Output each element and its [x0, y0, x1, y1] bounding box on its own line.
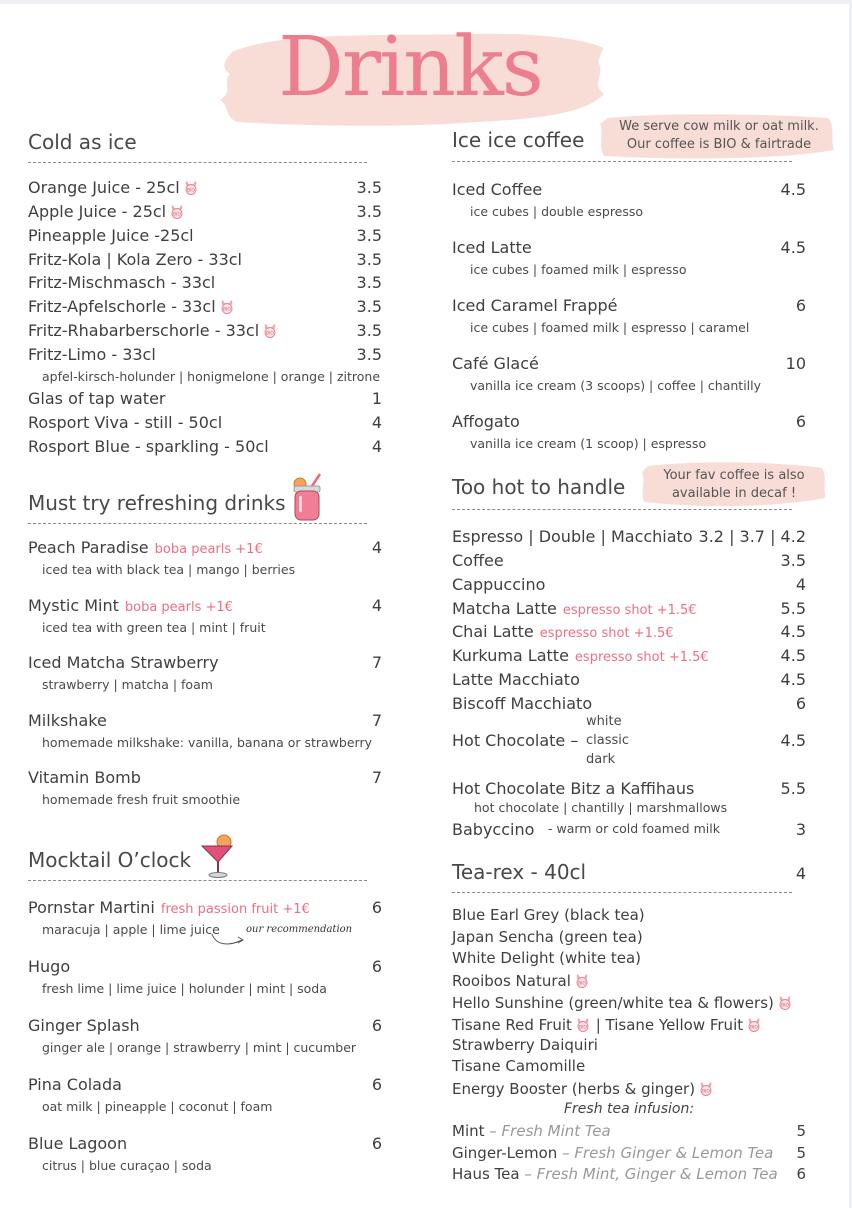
cold-drink-name: Fritz-Mischmasch - 33cl — [28, 273, 216, 292]
section-heading-tea: Tea-rex - 40cl — [452, 860, 587, 884]
svg-text:BIO: BIO — [186, 188, 195, 194]
cold-drink-name: Pineapple Juice -25cl — [28, 226, 194, 245]
menu-item-price: 4 — [371, 538, 382, 557]
tea-item — [452, 993, 793, 1012]
cold-drink-item: Glas of tap water — [28, 389, 166, 408]
cold-drink-name: Fritz-Limo - 33cl — [28, 345, 156, 364]
tea-name: Blue Earl Grey (black tea) — [452, 906, 645, 924]
tea-name: Hello Sunshine (green/white tea & flowers) — [452, 994, 774, 1012]
menu-item-desc: vanilla ice cream (3 scoops) | coffee | chantilly — [470, 378, 762, 393]
menu-item-price: 4.5 — [780, 180, 806, 199]
note-line: Your fav coffee is also — [663, 468, 805, 483]
divider — [28, 162, 367, 163]
menu-item-name: Pina Colada — [28, 1075, 122, 1094]
menu-item-desc: homemade milkshake: vanilla, banana or strawberry — [42, 734, 373, 750]
svg-text:BIO: BIO — [577, 981, 586, 987]
menu-item-desc: homemade fresh fruit smoothie — [42, 792, 241, 807]
menu-item-name: Blue Lagoon — [28, 1134, 128, 1153]
menu-item — [28, 768, 141, 787]
bio-badge-icon — [183, 178, 199, 195]
svg-text:BIO: BIO — [173, 212, 182, 218]
menu-item-name: Mystic Mint — [28, 595, 119, 615]
fresh-tea-heading: Fresh tea infusion: — [564, 1101, 695, 1117]
decaf-note — [644, 467, 824, 503]
fresh-tea-price: 5 — [796, 1144, 806, 1162]
tea-item — [452, 1057, 585, 1075]
hot-chocolate-name: Hot Chocolate – — [452, 731, 579, 750]
cold-drink-price: 3.5 — [356, 273, 382, 292]
cold-drink-item — [28, 321, 278, 340]
hot-drink-name: Kurkuma Latte — [452, 646, 569, 665]
divider — [28, 523, 367, 524]
menu-item-price: 10 — [785, 354, 806, 373]
hot-chocolate-option: classic — [586, 733, 630, 748]
curved-arrow-icon — [208, 928, 248, 948]
menu-item-price: 6 — [371, 1075, 382, 1094]
section-heading-refresh: Must try refreshing drinks — [28, 491, 286, 515]
cold-drink-price: 3.5 — [356, 226, 382, 245]
hot-drink-name: Latte Macchiato — [452, 670, 580, 689]
top-border — [0, 0, 852, 4]
menu-item-desc: iced tea with green tea | mint | fruit — [42, 619, 266, 635]
menu-item-name: Iced Coffee — [452, 180, 543, 199]
cold-drink-name: Apple Juice - 25cl — [28, 202, 167, 221]
menu-item-desc: ice cubes | double espresso — [470, 204, 644, 219]
cold-drink-item: Rosport Blue - sparkling - 50cl — [28, 437, 269, 456]
hot-drink-extra: espresso shot +1.5€ — [539, 626, 674, 641]
hot-drink-name: Cappuccino — [452, 575, 546, 594]
menu-item-desc: oat milk | pineapple | coconut | foam — [42, 1099, 273, 1114]
bio-badge-slot — [743, 1016, 762, 1034]
cold-drink-item — [28, 226, 194, 245]
tisane-separator: | — [595, 1016, 601, 1034]
cold-drink-item — [28, 178, 199, 197]
note-line: available in decaf ! — [671, 486, 797, 501]
hot-drink-price: 4.5 — [780, 670, 806, 689]
menu-item — [452, 238, 532, 257]
menu-item-name: Café Glacé — [452, 354, 539, 373]
hot-drink-price: 4.5 — [780, 622, 806, 641]
hot-drink-price: 5.5 — [780, 599, 806, 618]
section-heading-iced-coffee: Ice ice coffee — [452, 128, 585, 152]
tea-item — [452, 1036, 598, 1054]
bio-badge-icon — [777, 993, 793, 1010]
hot-drink-name: Coffee — [452, 551, 504, 570]
section-heading-hot: Too hot to handle — [452, 475, 626, 499]
menu-item-name: Pornstar Martini — [28, 898, 155, 917]
menu-item-name: Hugo — [28, 957, 71, 976]
menu-item-desc: ginger ale | orange | strawberry | mint | cucumber — [42, 1040, 357, 1055]
hot-drink-name: Espresso | Double | Macchiato — [452, 527, 693, 546]
note-line: We serve cow milk or oat milk. — [619, 119, 819, 134]
fresh-tea-desc: – Fresh Mint, Ginger & Lemon Tea — [524, 1165, 778, 1183]
tea-name: Rooibos Natural — [452, 972, 571, 990]
svg-text:BIO: BIO — [750, 1025, 759, 1031]
babyccino-desc: - warm or cold foamed milk — [548, 821, 720, 836]
title-block — [210, 12, 610, 130]
pink-smoothie-jar-icon — [290, 472, 326, 522]
fresh-tea-desc: – Fresh Ginger & Lemon Tea — [562, 1144, 774, 1162]
cold-drink-price: 3.5 — [356, 178, 382, 197]
hot-drink-price: 4.5 — [780, 646, 806, 665]
bio-badge-icon — [169, 202, 185, 219]
tea-item — [452, 928, 643, 946]
fresh-tea-name: Ginger-Lemon — [452, 1144, 558, 1162]
babyccino-price: 3 — [795, 820, 806, 839]
hot-chocolate-option: dark — [586, 752, 616, 767]
menu-item-name: Iced Caramel Frappé — [452, 296, 618, 315]
hot-drink-item — [452, 694, 592, 713]
menu-item-price: 6 — [795, 296, 806, 315]
menu-item-desc: strawberry | matcha | foam — [42, 677, 213, 692]
hot-drink-name: Matcha Latte — [452, 599, 557, 618]
cold-drink-price: 3.5 — [356, 250, 382, 269]
menu-item-desc: maracuja | apple | lime juice — [42, 922, 220, 937]
hot-drink-price: 6 — [795, 694, 806, 713]
menu-item — [452, 296, 618, 315]
menu-item — [28, 1134, 127, 1153]
cold-drink-price: 1 — [371, 389, 382, 408]
hot-drink-item — [452, 575, 545, 594]
note-line: Our coffee is BIO & fairtrade — [626, 137, 812, 152]
menu-item — [28, 596, 233, 615]
hot-drink-extra: espresso shot +1.5€ — [574, 650, 709, 665]
svg-text:BIO: BIO — [578, 1025, 587, 1031]
bitz-desc: hot chocolate | chantilly | marshmallows — [474, 800, 728, 815]
svg-text:BIO: BIO — [266, 331, 275, 337]
menu-item-desc: vanilla ice cream (1 scoop) | espresso — [470, 436, 707, 451]
tea-price: 4 — [795, 864, 806, 883]
menu-item-price: 6 — [371, 1016, 382, 1035]
hot-drink-price: 4 — [795, 575, 806, 594]
menu-item-price: 4.5 — [780, 238, 806, 257]
tisane-row — [452, 1015, 762, 1034]
tea-name: Japan Sencha (green tea) — [452, 928, 643, 946]
menu-item-name: Iced Latte — [452, 238, 532, 257]
fresh-tea-name: Haus Tea — [452, 1165, 520, 1183]
cold-drink-item — [28, 202, 185, 221]
menu-item-name: Iced Matcha Strawberry — [28, 653, 219, 672]
fresh-tea-item — [452, 1144, 773, 1162]
hot-drink-extra: espresso shot +1.5€ — [562, 603, 697, 618]
menu-item — [28, 653, 219, 672]
hot-drink-item — [452, 622, 674, 641]
menu-item-price: 6 — [371, 957, 382, 976]
tea-name: White Delight (white tea) — [452, 949, 642, 967]
milk-note — [604, 118, 834, 154]
menu-item — [28, 957, 70, 976]
menu-item-desc: citrus | blue curaçao | soda — [42, 1158, 212, 1173]
tisane-yellow: Tisane Yellow Fruit — [605, 1016, 744, 1034]
limo-flavours: apfel-kirsch-holunder | honigmelone | orange | zitrone — [42, 369, 381, 384]
menu-item-name: Affogato — [452, 412, 520, 431]
fresh-tea-item — [452, 1122, 611, 1140]
menu-item-price: 6 — [795, 412, 806, 431]
menu-item — [28, 1075, 122, 1094]
cold-drink-name: Orange Juice - 25cl — [28, 178, 180, 197]
cold-drink-price: 4 — [371, 437, 382, 456]
menu-item — [452, 180, 542, 199]
bio-badge-slot — [572, 1016, 591, 1034]
tea-name: Energy Booster (herbs & ginger) — [452, 1080, 696, 1098]
recommendation-note: our recommendation — [246, 924, 353, 935]
menu-item-price: 7 — [371, 710, 382, 730]
svg-text:BIO: BIO — [702, 1089, 711, 1095]
hot-drink-name: Biscoff Macchiato — [452, 694, 593, 713]
tea-item — [452, 949, 641, 967]
menu-item-price: 7 — [371, 768, 382, 787]
menu-item-name: Milkshake — [28, 710, 107, 730]
babyccino-name: Babyccino — [452, 820, 535, 839]
menu-item-extra: boba pearls +1€ — [154, 542, 263, 557]
hot-chocolate-option: white — [586, 714, 622, 729]
cocktail-glass-icon — [198, 834, 236, 880]
fresh-tea-price: 6 — [796, 1165, 806, 1183]
menu-item — [28, 898, 310, 917]
hot-drink-item — [452, 646, 709, 665]
cold-drink-name: Fritz-Kola | Kola Zero - 33cl — [28, 250, 242, 269]
cold-drink-name: Fritz-Rhabarberschorle - 33cl — [28, 321, 260, 340]
section-heading-mocktail: Mocktail O’clock — [28, 848, 192, 872]
page-title: Drinks — [278, 20, 542, 115]
bio-badge-icon — [698, 1079, 714, 1096]
fresh-tea-price: 5 — [796, 1122, 806, 1140]
bio-badge-icon — [262, 321, 278, 338]
bitz-price: 5.5 — [780, 779, 806, 798]
tisane-red: Tisane Red Fruit — [452, 1016, 572, 1034]
cold-drink-item: Rosport Viva - still - 50cl — [28, 413, 223, 432]
tea-name: Tisane Camomille — [452, 1057, 586, 1075]
fresh-tea-desc: – Fresh Mint Tea — [489, 1122, 611, 1140]
menu-item-price: 6 — [371, 898, 382, 917]
cold-drink-item — [28, 345, 156, 364]
menu-item — [452, 412, 520, 431]
menu-item-name: Ginger Splash — [28, 1016, 140, 1035]
cold-drink-price: 4 — [371, 413, 382, 432]
hot-drink-price: 3.2 | 3.7 | 4.2 — [698, 527, 806, 546]
cold-drink-item — [28, 297, 235, 316]
hot-drink-item — [452, 527, 693, 546]
divider — [452, 892, 792, 893]
menu-item — [28, 1016, 140, 1035]
menu-item-price: 7 — [371, 653, 382, 672]
divider — [28, 880, 367, 881]
bio-badge-icon — [574, 971, 590, 988]
menu-item-name: Peach Paradise — [28, 538, 149, 557]
menu-item-price: 4 — [371, 595, 382, 615]
hot-drink-item — [452, 551, 504, 570]
tea-item — [452, 1079, 714, 1098]
divider — [452, 509, 792, 510]
menu-item-price: 6 — [371, 1134, 382, 1153]
cold-drink-item — [28, 273, 215, 292]
cold-drink-item — [28, 250, 242, 269]
cold-drink-price: 3.5 — [356, 297, 382, 316]
cold-drink-name: Fritz-Apfelschorle - 33cl — [28, 297, 216, 316]
fresh-tea-item — [452, 1165, 778, 1183]
section-heading-cold: Cold as ice — [28, 130, 137, 154]
tea-name: Strawberry Daiquiri — [452, 1036, 598, 1054]
bio-badge-icon — [746, 1015, 762, 1032]
hot-drink-price: 3.5 — [780, 551, 806, 570]
menu-item-desc: fresh lime | lime juice | holunder | mint | soda — [42, 981, 327, 996]
hot-chocolate-price: 4.5 — [780, 731, 806, 750]
menu-item-desc: ice cubes | foamed milk | espresso — [470, 262, 687, 277]
menu-item-name: Vitamin Bomb — [28, 768, 141, 787]
cold-drink-price: 3.5 — [356, 202, 382, 221]
menu-item-desc: ice cubes | foamed milk | espresso | caramel — [470, 320, 750, 335]
hot-drink-item — [452, 670, 580, 689]
svg-text:BIO: BIO — [222, 307, 231, 313]
bitz-name: Hot Chocolate Bitz a Kaffihaus — [452, 779, 695, 798]
menu-item-desc: iced tea with black tea | mango | berries — [42, 562, 296, 577]
menu-item-extra: fresh passion fruit +1€ — [160, 902, 310, 917]
menu-item — [28, 711, 107, 730]
fresh-tea-name: Mint — [452, 1122, 485, 1140]
menu-item — [28, 538, 263, 557]
cold-drink-price: 3.5 — [356, 321, 382, 340]
menu-item-extra: boba pearls +1€ — [124, 599, 233, 615]
hot-drink-name: Chai Latte — [452, 622, 534, 641]
cold-drink-price: 3.5 — [356, 345, 382, 364]
hot-drink-item — [452, 599, 697, 618]
menu-item — [452, 354, 539, 373]
tea-item — [452, 906, 645, 924]
divider — [452, 161, 792, 162]
bio-badge-icon — [219, 297, 235, 314]
svg-text:BIO: BIO — [780, 1003, 789, 1009]
tea-item — [452, 971, 590, 990]
bio-badge-icon — [575, 1015, 591, 1032]
